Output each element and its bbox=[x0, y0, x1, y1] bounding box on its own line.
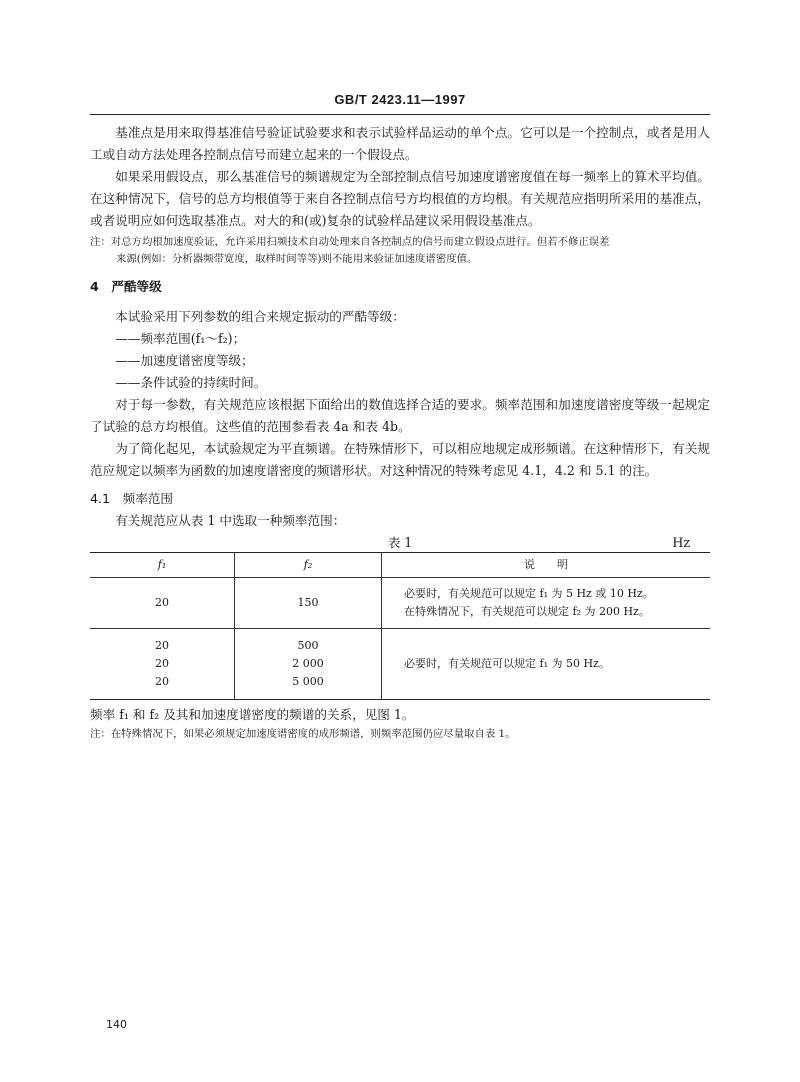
page-number: 140 bbox=[106, 1018, 127, 1031]
table-row bbox=[90, 629, 710, 700]
list-item: ——条件试验的持续时间。 bbox=[115, 375, 267, 390]
standard-header: GB/T 2423.11—1997 bbox=[334, 92, 466, 107]
cell-value: 20 bbox=[155, 675, 169, 688]
column-header-f2: f₂ bbox=[235, 553, 382, 578]
table-cell-description: 必要时，有关规范可以规定 f₁ 为 50 Hz。 bbox=[382, 629, 711, 700]
intro-note-line-1: 注：对总方均根加速度验证，允许采用扫频技术自动处理来自各控制点的信号而建立假设点进行。但若不修正误差 bbox=[90, 236, 610, 248]
frequency-range-table bbox=[90, 552, 710, 700]
table-cell-description bbox=[382, 578, 711, 629]
cell-value: 20 bbox=[155, 657, 169, 670]
cell-value: 5 000 bbox=[292, 675, 324, 688]
section-4 bbox=[90, 276, 710, 482]
section-4-heading: 4 严酷等级 bbox=[90, 279, 162, 294]
cell-value: 20 bbox=[155, 639, 169, 652]
intro-note-line-2: 来源(例如：分析器频带宽度，取样时间等等)则不能用来验证加速度谱密度值。 bbox=[116, 253, 478, 265]
table-cell-f2 bbox=[235, 629, 382, 700]
table-cell-f1: 20 bbox=[90, 578, 235, 629]
intro-paragraph-2: 如果采用假设点，那么基准信号的频谱规定为全部控制点信号加速度谱密度值在每一频率上的算术平均值。在这种情况下，信号的总方均根值等于来自各控制点信号方均根值的方均根。有关规范应指明所采用的基准点，或者说明应如何选取基准点。对大的和(或)复杂的试验样品建议采用假设基准点。 bbox=[90, 169, 710, 228]
table-caption: 表 1 bbox=[387, 535, 413, 550]
section-4-paragraph-1: 本试验采用下列参数的组合来规定振动的严酷等级： bbox=[115, 309, 405, 324]
table-cell-f1 bbox=[90, 629, 235, 700]
table-unit: Hz bbox=[672, 535, 690, 550]
cell-value: 500 bbox=[297, 639, 319, 652]
section-4-1-heading: 4.1 频率范围 bbox=[90, 491, 173, 506]
section-4-paragraph-2: 对于每一参数，有关规范应该根据下面给出的数值选择合适的要求。频率范围和加速度谱密度等级一起规定了试验的总方均根值。这些值的范围参看表 4a 和表 4b。 bbox=[90, 397, 710, 434]
cell-value: 2 000 bbox=[292, 657, 324, 670]
list-item: ——频率范围(f₁～f₂)； bbox=[115, 331, 246, 346]
table-cell-f2: 150 bbox=[235, 578, 382, 629]
header-rule bbox=[90, 114, 710, 115]
column-header-f1: f₁ bbox=[90, 553, 235, 578]
table-caption-row bbox=[90, 532, 710, 552]
section-4-1 bbox=[90, 488, 710, 743]
description-line: 必要时，有关规范可以规定 f₁ 为 5 Hz 或 10 Hz。 bbox=[404, 587, 654, 600]
list-item: ——加速度谱密度等级； bbox=[115, 353, 254, 368]
column-header-description: 说 明 bbox=[382, 553, 711, 578]
table-note: 注：在特殊情况下，如果必须规定加速度谱密度的成形频谱，则频率范围仍应尽量取自表 1。 bbox=[90, 728, 516, 740]
figure-reference: 频率 f₁ 和 f₂ 及其和加速度谱密度的频谱的关系，见图 1。 bbox=[90, 707, 415, 722]
intro-paragraph-1: 基准点是用来取得基准信号验证试验要求和表示试验样品运动的单个点。它可以是一个控制点，或者是用人工或自动方法处理各控制点信号而建立起来的一个假设点。 bbox=[90, 125, 710, 162]
table-header-row bbox=[90, 553, 710, 578]
description-line: 在特殊情况下，有关规范可以规定 f₂ 为 200 Hz。 bbox=[404, 605, 650, 618]
intro-block bbox=[90, 122, 710, 268]
intro-note bbox=[90, 234, 710, 268]
table-row bbox=[90, 578, 710, 629]
section-4-1-paragraph: 有关规范应从表 1 中选取一种频率范围： bbox=[115, 513, 346, 528]
section-4-paragraph-3: 为了简化起见，本试验规定为平直频谱。在特殊情形下，可以相应地规定成形频谱。在这种情形下，有关规范应规定以频率为函数的加速度谱密度的频谱形状。对这种情况的特殊考虑见 4.1，4.2 和 5.1 的注。 bbox=[90, 441, 710, 478]
